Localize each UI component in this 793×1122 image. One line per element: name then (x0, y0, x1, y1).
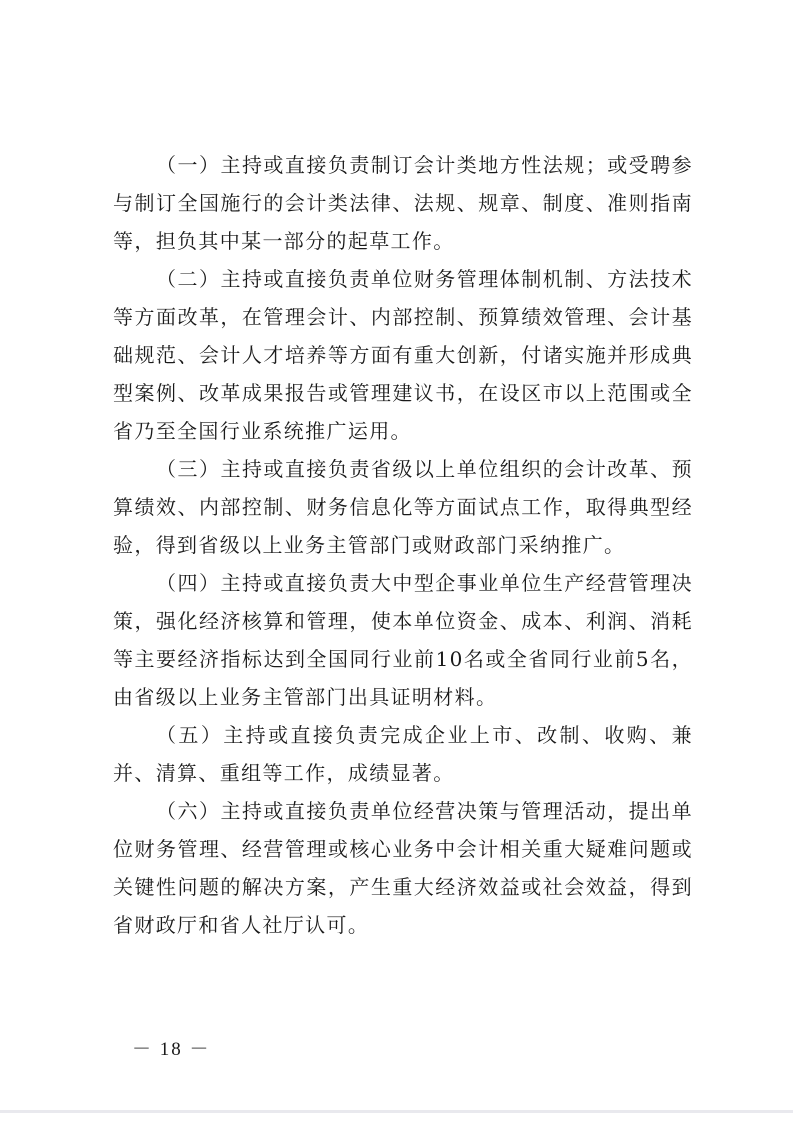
paragraph-1: （一）主持或直接负责制订会计类地方性法规；或受聘参与制订全国施行的会计类法律、法规、规章、制度、准则指南等，担负其中某一部分的起草工作。 (113, 153, 693, 253)
paragraph-2: （二）主持或直接负责单位财务管理体制机制、方法技术等方面改革，在管理会计、内部控制、预算绩效管理、会计基础规范、会计人才培养等方面有重大创新，付诸实施并形成典型案例、改革成果报告或管理建议书，在设区市以上范围或全省乃至全国行业系统推广运用。 (113, 267, 693, 443)
paragraph-5: （五）主持或直接负责完成企业上市、改制、收购、兼并、清算、重组等工作，成绩显著。 (113, 723, 693, 785)
paragraph-4: （四）主持或直接负责大中型企事业单位生产经营管理决策，强化经济核算和管理，使本单位资金、成本、利润、消耗等主要经济指标达到全国同行业前10名或全省同行业前5名，由省级以上业务主管部门出具证明材料。 (113, 571, 693, 709)
scan-edge-divider (0, 1110, 793, 1113)
body-text (113, 146, 693, 944)
paragraph-3: （三）主持或直接负责省级以上单位组织的会计改革、预算绩效、内部控制、财务信息化等方面试点工作，取得典型经验，得到省级以上业务主管部门或财政部门采纳推广。 (113, 457, 693, 557)
paragraph-6: （六）主持或直接负责单位经营决策与管理活动，提出单位财务管理、经营管理或核心业务中会计相关重大疑难问题或关键性问题的解决方案，产生重大经济效益或社会效益，得到省财政厅和省人社厅认可。 (113, 799, 693, 937)
page-number: － 18 － (132, 1039, 211, 1060)
